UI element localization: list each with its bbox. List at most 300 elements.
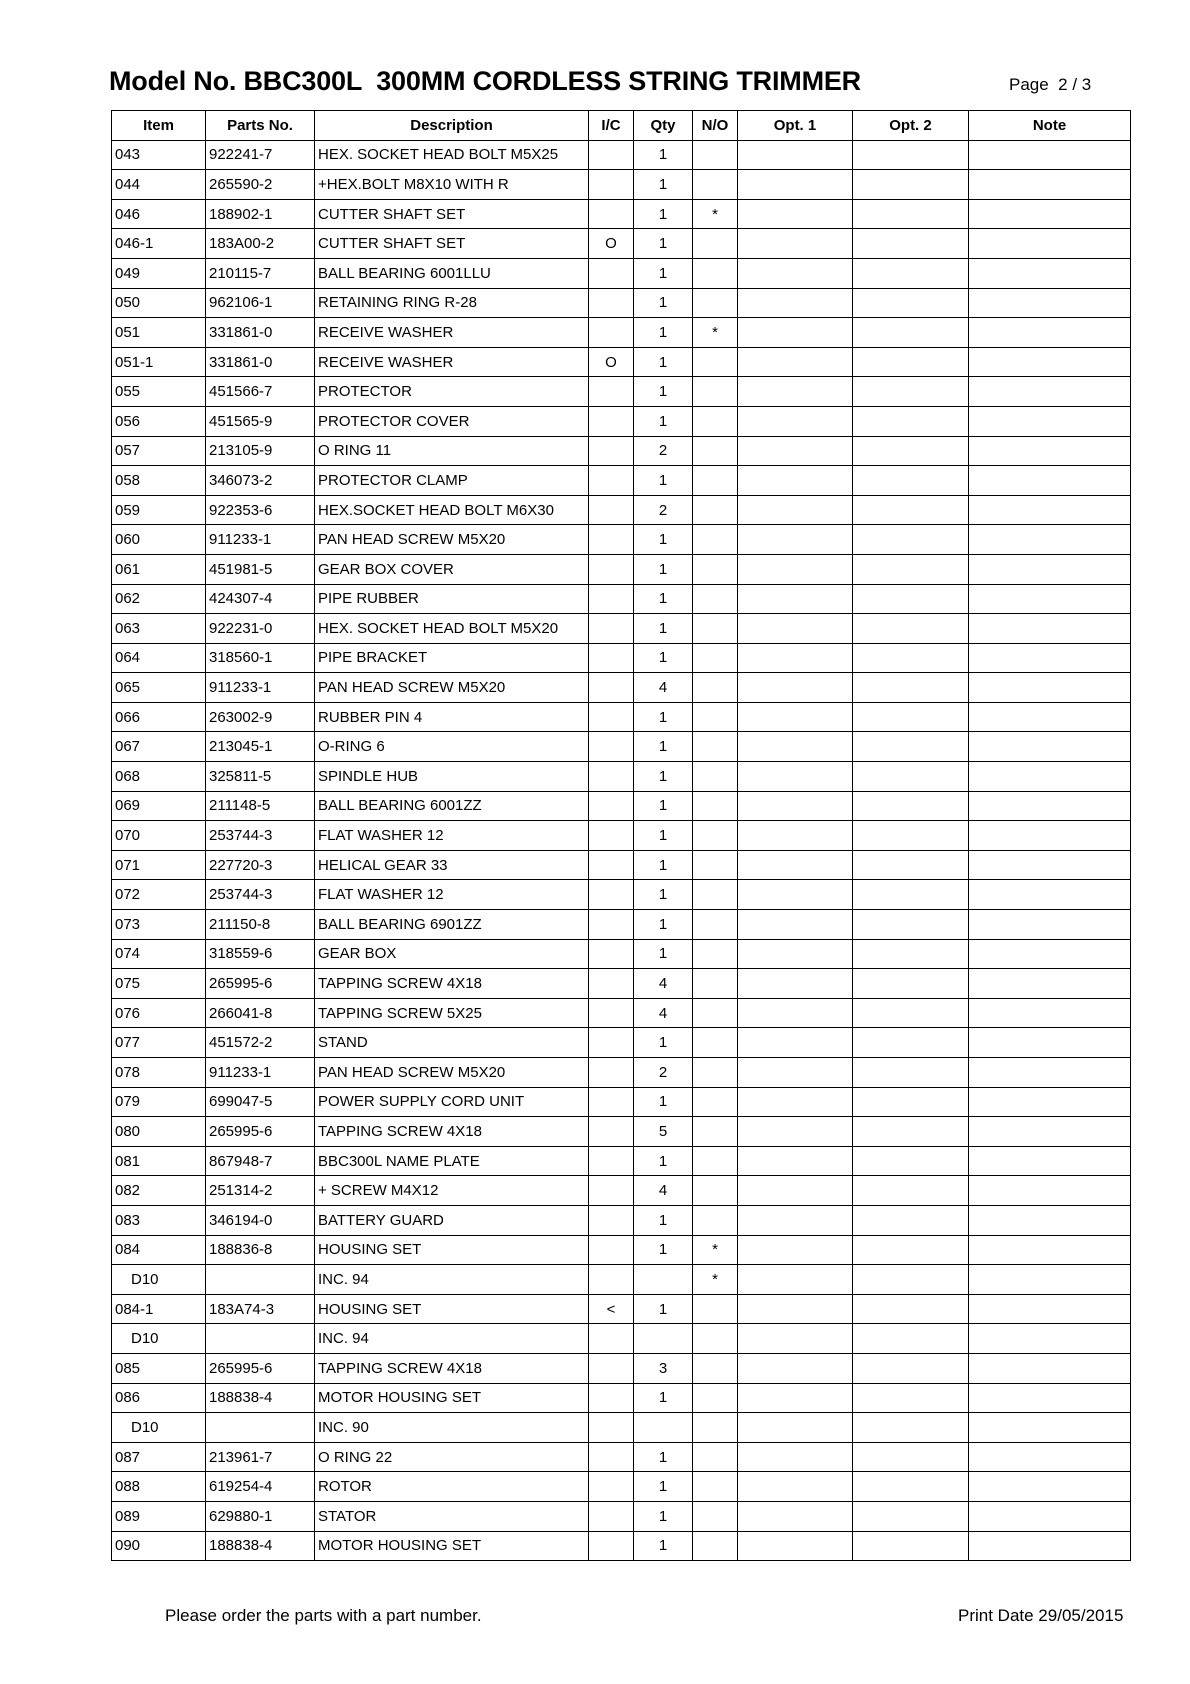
cell-opt1: [738, 762, 853, 792]
cell-note: [969, 406, 1131, 436]
cell-opt2: [853, 1294, 969, 1324]
cell-opt2: [853, 288, 969, 318]
cell-note: [969, 1383, 1131, 1413]
cell-qty: 1: [634, 466, 693, 496]
cell-opt1: [738, 850, 853, 880]
cell-description: RUBBER PIN 4: [315, 702, 589, 732]
cell-parts-no: 424307-4: [206, 584, 315, 614]
cell-item: 051: [112, 318, 206, 348]
cell-item: 062: [112, 584, 206, 614]
cell-opt1: [738, 791, 853, 821]
cell-opt2: [853, 466, 969, 496]
cell-parts-no: 962106-1: [206, 288, 315, 318]
table-row: [112, 614, 1131, 644]
cell-note: [969, 1146, 1131, 1176]
table-row: [112, 969, 1131, 999]
cell-no: [693, 910, 738, 940]
cell-opt1: [738, 1117, 853, 1147]
cell-opt1: [738, 702, 853, 732]
cell-opt2: [853, 170, 969, 200]
cell-ic: [589, 643, 634, 673]
cell-note: [969, 199, 1131, 229]
table-row: [112, 762, 1131, 792]
cell-parts-no: 188836-8: [206, 1235, 315, 1265]
cell-item: 061: [112, 554, 206, 584]
cell-opt1: [738, 969, 853, 999]
cell-item: 073: [112, 910, 206, 940]
cell-opt2: [853, 1472, 969, 1502]
column-header-description: Description: [315, 111, 589, 141]
cell-ic: [589, 1324, 634, 1354]
cell-opt2: [853, 1353, 969, 1383]
cell-item: 084: [112, 1235, 206, 1265]
table-row: [112, 1235, 1131, 1265]
cell-item: 055: [112, 377, 206, 407]
cell-no: [693, 1294, 738, 1324]
column-header-note: Note: [969, 111, 1131, 141]
cell-item: 078: [112, 1058, 206, 1088]
cell-qty: 4: [634, 673, 693, 703]
cell-opt1: [738, 406, 853, 436]
cell-qty: [634, 1265, 693, 1295]
cell-qty: 3: [634, 1353, 693, 1383]
cell-item: 067: [112, 732, 206, 762]
page-number: Page 2 / 3: [1009, 75, 1092, 94]
cell-no: [693, 1324, 738, 1354]
cell-no: [693, 1028, 738, 1058]
cell-opt1: [738, 258, 853, 288]
cell-parts-no: 922241-7: [206, 140, 315, 170]
cell-ic: [589, 140, 634, 170]
cell-item: 072: [112, 880, 206, 910]
table-row: [112, 1324, 1131, 1354]
cell-note: [969, 140, 1131, 170]
cell-description: PAN HEAD SCREW M5X20: [315, 1058, 589, 1088]
cell-item: 082: [112, 1176, 206, 1206]
cell-opt1: [738, 170, 853, 200]
table-row: [112, 1028, 1131, 1058]
cell-note: [969, 1058, 1131, 1088]
table-header-row: [112, 111, 1131, 141]
cell-qty: 1: [634, 1383, 693, 1413]
column-header-opt1: Opt. 1: [738, 111, 853, 141]
cell-item: 060: [112, 525, 206, 555]
cell-opt1: [738, 436, 853, 466]
cell-parts-no: 451572-2: [206, 1028, 315, 1058]
cell-description: HEX. SOCKET HEAD BOLT M5X25: [315, 140, 589, 170]
cell-item: 068: [112, 762, 206, 792]
cell-no: [693, 1176, 738, 1206]
cell-opt1: [738, 347, 853, 377]
cell-note: [969, 732, 1131, 762]
cell-qty: 1: [634, 732, 693, 762]
cell-description: HELICAL GEAR 33: [315, 850, 589, 880]
table-row: [112, 495, 1131, 525]
cell-opt2: [853, 1146, 969, 1176]
cell-qty: 1: [634, 584, 693, 614]
cell-item: 079: [112, 1087, 206, 1117]
cell-description: INC. 94: [315, 1324, 589, 1354]
cell-qty: 1: [634, 791, 693, 821]
cell-parts-no: 922353-6: [206, 495, 315, 525]
cell-item: 050: [112, 288, 206, 318]
cell-opt2: [853, 258, 969, 288]
cell-opt1: [738, 1146, 853, 1176]
cell-opt2: [853, 140, 969, 170]
cell-qty: 1: [634, 880, 693, 910]
cell-note: [969, 466, 1131, 496]
cell-note: [969, 762, 1131, 792]
cell-qty: 1: [634, 850, 693, 880]
cell-ic: [589, 791, 634, 821]
cell-description: ROTOR: [315, 1472, 589, 1502]
cell-opt2: [853, 1383, 969, 1413]
cell-ic: [589, 998, 634, 1028]
cell-item: 046-1: [112, 229, 206, 259]
cell-note: [969, 229, 1131, 259]
table-row: [112, 1146, 1131, 1176]
cell-ic: [589, 466, 634, 496]
table-row: [112, 1294, 1131, 1324]
cell-opt2: [853, 614, 969, 644]
cell-ic: [589, 880, 634, 910]
cell-description: GEAR BOX: [315, 939, 589, 969]
cell-opt1: [738, 1324, 853, 1354]
cell-parts-no: 211148-5: [206, 791, 315, 821]
cell-item: 063: [112, 614, 206, 644]
cell-opt2: [853, 406, 969, 436]
cell-no: [693, 998, 738, 1028]
cell-note: [969, 525, 1131, 555]
cell-description: INC. 94: [315, 1265, 589, 1295]
cell-no: [693, 170, 738, 200]
cell-item: 049: [112, 258, 206, 288]
cell-qty: 1: [634, 614, 693, 644]
cell-no: [693, 525, 738, 555]
table-row: [112, 850, 1131, 880]
cell-note: [969, 170, 1131, 200]
cell-no: [693, 584, 738, 614]
cell-opt1: [738, 821, 853, 851]
cell-ic: [589, 554, 634, 584]
cell-item: 064: [112, 643, 206, 673]
cell-parts-no: 922231-0: [206, 614, 315, 644]
cell-parts-no: 318560-1: [206, 643, 315, 673]
cell-description: PROTECTOR CLAMP: [315, 466, 589, 496]
cell-opt1: [738, 910, 853, 940]
cell-opt2: [853, 998, 969, 1028]
cell-opt2: [853, 1058, 969, 1088]
cell-parts-no: 265995-6: [206, 1117, 315, 1147]
cell-parts-no: 911233-1: [206, 673, 315, 703]
cell-no: *: [693, 199, 738, 229]
cell-qty: 1: [634, 1294, 693, 1324]
cell-qty: 1: [634, 1205, 693, 1235]
cell-item: 074: [112, 939, 206, 969]
cell-no: *: [693, 1265, 738, 1295]
cell-note: [969, 1205, 1131, 1235]
cell-description: RETAINING RING R-28: [315, 288, 589, 318]
cell-description: INC. 90: [315, 1413, 589, 1443]
table-row: [112, 791, 1131, 821]
table-row: [112, 466, 1131, 496]
cell-note: [969, 1028, 1131, 1058]
cell-opt2: [853, 436, 969, 466]
table-row: [112, 1117, 1131, 1147]
cell-parts-no: 451565-9: [206, 406, 315, 436]
cell-parts-no: 213105-9: [206, 436, 315, 466]
column-header-parts-no: Parts No.: [206, 111, 315, 141]
cell-item: 069: [112, 791, 206, 821]
cell-parts-no: 265995-6: [206, 969, 315, 999]
cell-note: [969, 347, 1131, 377]
cell-note: [969, 1442, 1131, 1472]
cell-no: [693, 732, 738, 762]
cell-parts-no: 188838-4: [206, 1531, 315, 1561]
cell-description: O RING 11: [315, 436, 589, 466]
cell-description: RECEIVE WASHER: [315, 318, 589, 348]
cell-parts-no: 911233-1: [206, 525, 315, 555]
cell-ic: [589, 1442, 634, 1472]
cell-opt2: [853, 643, 969, 673]
cell-opt1: [738, 288, 853, 318]
table-row: [112, 1383, 1131, 1413]
cell-note: [969, 377, 1131, 407]
parts-table: [111, 110, 1131, 1561]
cell-ic: [589, 1087, 634, 1117]
cell-description: RECEIVE WASHER: [315, 347, 589, 377]
cell-parts-no: 331861-0: [206, 347, 315, 377]
cell-opt1: [738, 1501, 853, 1531]
cell-parts-no: 318559-6: [206, 939, 315, 969]
table-row: [112, 702, 1131, 732]
cell-no: [693, 1058, 738, 1088]
cell-parts-no: [206, 1324, 315, 1354]
cell-no: [693, 1353, 738, 1383]
cell-note: [969, 939, 1131, 969]
cell-qty: 1: [634, 1087, 693, 1117]
cell-description: PIPE RUBBER: [315, 584, 589, 614]
cell-opt2: [853, 1176, 969, 1206]
cell-ic: [589, 702, 634, 732]
table-row: [112, 288, 1131, 318]
cell-no: [693, 1117, 738, 1147]
cell-opt1: [738, 1383, 853, 1413]
table-row: [112, 880, 1131, 910]
cell-note: [969, 702, 1131, 732]
cell-item: 090: [112, 1531, 206, 1561]
cell-opt1: [738, 1028, 853, 1058]
cell-qty: 1: [634, 377, 693, 407]
cell-note: [969, 643, 1131, 673]
cell-ic: [589, 1501, 634, 1531]
cell-qty: 1: [634, 1531, 693, 1561]
cell-item: D10: [112, 1265, 206, 1295]
cell-qty: 2: [634, 1058, 693, 1088]
cell-ic: [589, 1176, 634, 1206]
cell-ic: [589, 821, 634, 851]
page-title: Model No. BBC300L 300MM CORDLESS STRING TRIMMER: [109, 66, 861, 96]
cell-item: 070: [112, 821, 206, 851]
cell-description: TAPPING SCREW 5X25: [315, 998, 589, 1028]
cell-item: 085: [112, 1353, 206, 1383]
cell-description: HEX. SOCKET HEAD BOLT M5X20: [315, 614, 589, 644]
cell-no: [693, 1383, 738, 1413]
cell-opt1: [738, 1087, 853, 1117]
cell-description: MOTOR HOUSING SET: [315, 1531, 589, 1561]
cell-no: [693, 939, 738, 969]
table-row: [112, 377, 1131, 407]
cell-opt2: [853, 732, 969, 762]
cell-opt1: [738, 1413, 853, 1443]
cell-qty: 5: [634, 1117, 693, 1147]
cell-opt1: [738, 732, 853, 762]
table-row: [112, 140, 1131, 170]
cell-opt1: [738, 1472, 853, 1502]
cell-opt2: [853, 969, 969, 999]
cell-qty: 1: [634, 318, 693, 348]
cell-qty: 1: [634, 199, 693, 229]
cell-description: BALL BEARING 6901ZZ: [315, 910, 589, 940]
cell-parts-no: 265590-2: [206, 170, 315, 200]
cell-no: [693, 554, 738, 584]
cell-parts-no: 699047-5: [206, 1087, 315, 1117]
cell-no: [693, 969, 738, 999]
cell-qty: 1: [634, 1235, 693, 1265]
print-date: Print Date 29/05/2015: [958, 1606, 1124, 1625]
cell-qty: 1: [634, 1028, 693, 1058]
cell-note: [969, 1265, 1131, 1295]
cell-no: [693, 495, 738, 525]
cell-ic: [589, 910, 634, 940]
cell-note: [969, 821, 1131, 851]
table-row: [112, 821, 1131, 851]
cell-opt2: [853, 791, 969, 821]
table-row: [112, 406, 1131, 436]
cell-description: STAND: [315, 1028, 589, 1058]
cell-description: + SCREW M4X12: [315, 1176, 589, 1206]
cell-item: 087: [112, 1442, 206, 1472]
cell-note: [969, 791, 1131, 821]
cell-qty: 1: [634, 554, 693, 584]
cell-opt2: [853, 910, 969, 940]
table-row: [112, 1353, 1131, 1383]
cell-opt2: [853, 1117, 969, 1147]
table-row: [112, 525, 1131, 555]
cell-parts-no: 253744-3: [206, 880, 315, 910]
cell-item: 084-1: [112, 1294, 206, 1324]
cell-no: [693, 1146, 738, 1176]
order-note: Please order the parts with a part number.: [165, 1606, 482, 1625]
cell-no: [693, 406, 738, 436]
cell-qty: 1: [634, 170, 693, 200]
cell-no: [693, 288, 738, 318]
table-row: [112, 347, 1131, 377]
cell-note: [969, 1324, 1131, 1354]
column-header-no: N/O: [693, 111, 738, 141]
cell-item: D10: [112, 1413, 206, 1443]
cell-ic: [589, 1028, 634, 1058]
cell-note: [969, 910, 1131, 940]
cell-ic: [589, 495, 634, 525]
cell-item: 077: [112, 1028, 206, 1058]
cell-qty: 1: [634, 347, 693, 377]
cell-description: +HEX.BOLT M8X10 WITH R: [315, 170, 589, 200]
cell-opt2: [853, 554, 969, 584]
table-row: [112, 1501, 1131, 1531]
cell-ic: <: [589, 1294, 634, 1324]
cell-ic: [589, 377, 634, 407]
cell-item: 076: [112, 998, 206, 1028]
cell-ic: [589, 170, 634, 200]
cell-description: POWER SUPPLY CORD UNIT: [315, 1087, 589, 1117]
cell-no: [693, 850, 738, 880]
cell-no: [693, 258, 738, 288]
table-row: [112, 554, 1131, 584]
cell-qty: 1: [634, 1472, 693, 1502]
cell-parts-no: 188838-4: [206, 1383, 315, 1413]
cell-no: [693, 821, 738, 851]
cell-opt2: [853, 1028, 969, 1058]
cell-no: [693, 1472, 738, 1502]
cell-no: [693, 1087, 738, 1117]
cell-description: TAPPING SCREW 4X18: [315, 969, 589, 999]
cell-parts-no: 213045-1: [206, 732, 315, 762]
table-row: [112, 1472, 1131, 1502]
cell-opt2: [853, 318, 969, 348]
table-row: [112, 1413, 1131, 1443]
cell-qty: 1: [634, 702, 693, 732]
cell-opt1: [738, 1353, 853, 1383]
cell-opt1: [738, 229, 853, 259]
cell-no: [693, 791, 738, 821]
cell-description: CUTTER SHAFT SET: [315, 199, 589, 229]
cell-opt1: [738, 140, 853, 170]
cell-note: [969, 258, 1131, 288]
cell-opt2: [853, 1501, 969, 1531]
cell-parts-no: [206, 1265, 315, 1295]
cell-no: [693, 880, 738, 910]
cell-opt1: [738, 466, 853, 496]
cell-qty: 1: [634, 1146, 693, 1176]
cell-note: [969, 288, 1131, 318]
cell-description: GEAR BOX COVER: [315, 554, 589, 584]
cell-item: 088: [112, 1472, 206, 1502]
table-row: [112, 1265, 1131, 1295]
table-row: [112, 258, 1131, 288]
cell-opt2: [853, 525, 969, 555]
cell-item: 051-1: [112, 347, 206, 377]
cell-parts-no: 265995-6: [206, 1353, 315, 1383]
cell-no: [693, 1442, 738, 1472]
cell-item: 046: [112, 199, 206, 229]
cell-opt2: [853, 495, 969, 525]
cell-no: *: [693, 1235, 738, 1265]
table-row: [112, 170, 1131, 200]
cell-note: [969, 969, 1131, 999]
cell-ic: [589, 436, 634, 466]
cell-description: HOUSING SET: [315, 1235, 589, 1265]
cell-qty: 4: [634, 998, 693, 1028]
cell-opt1: [738, 584, 853, 614]
cell-description: BBC300L NAME PLATE: [315, 1146, 589, 1176]
cell-opt2: [853, 1235, 969, 1265]
cell-description: FLAT WASHER 12: [315, 880, 589, 910]
cell-opt1: [738, 643, 853, 673]
cell-description: TAPPING SCREW 4X18: [315, 1353, 589, 1383]
cell-description: HEX.SOCKET HEAD BOLT M6X30: [315, 495, 589, 525]
cell-parts-no: [206, 1413, 315, 1443]
